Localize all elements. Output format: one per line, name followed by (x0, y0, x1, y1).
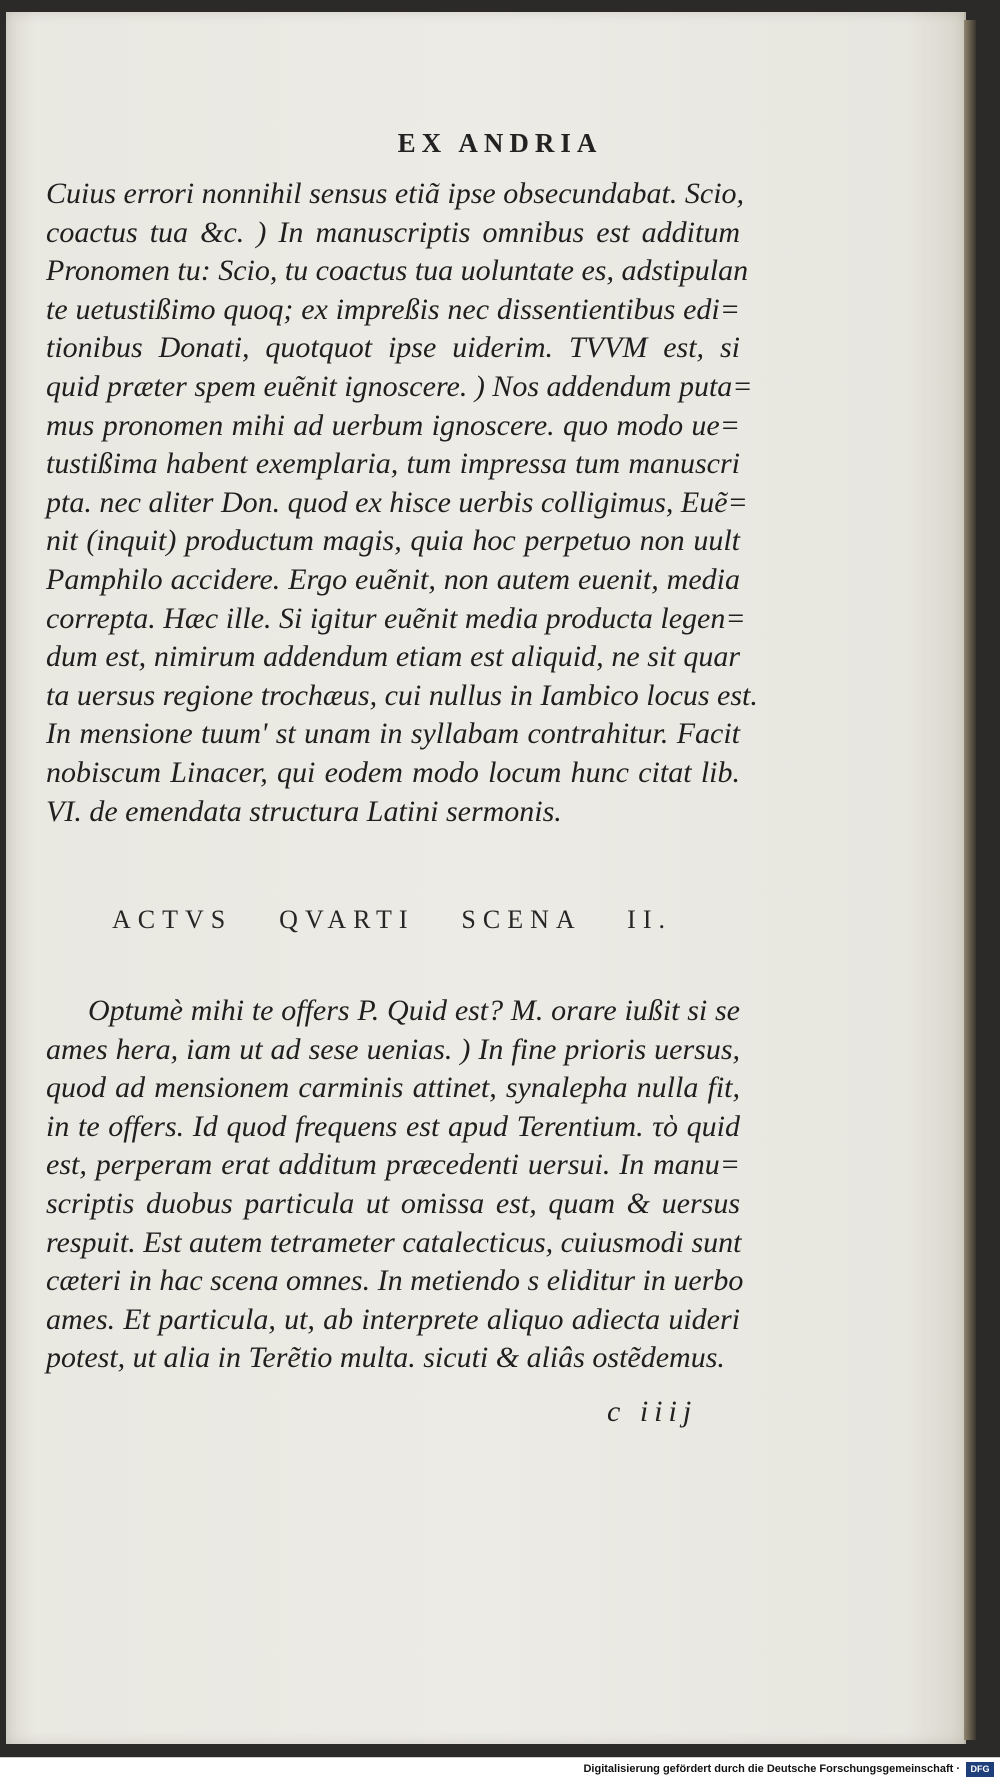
text-line: ames hera, iam ut ad sese uenias. ) In fine prioris uersus, (46, 1032, 740, 1066)
text-line: est, perperam erat additum præcedenti uersui. In manu= (46, 1148, 740, 1182)
text-line: In mensione tuum' st unam in syllabam contrahitur. Facit (46, 717, 740, 751)
text-line: nit (inquit) productum magis, quia hoc perpetuo non uult (46, 524, 740, 558)
text-line: quod ad mensionem carminis attinet, synalepha nulla fit, (46, 1071, 740, 1105)
scene-heading: ACTVS QVARTI SCENA II. (112, 905, 672, 934)
text-line: tionibus Donati, quotquot ipse uiderim. TVVM est, si (46, 331, 740, 365)
text-line: Optumè mihi te offers P. Quid est? M. orare iußit si se (88, 994, 740, 1027)
text-line: potest, ut alia in Terẽtio multa. sicuti & aliâs ostẽdemus. (46, 1341, 725, 1375)
footer-bar (0, 1757, 1000, 1784)
text-line: scriptis duobus particula ut omissa est, quam & uersus (46, 1187, 740, 1220)
text-line: mus pronomen mihi ad uerbum ignoscere. quo modo ue= (46, 408, 740, 442)
text-line: ta uersus regione trochæus, cui nullus in Iambico locus est. (46, 678, 758, 712)
text-line: dum est, nimirum addendum etiam est aliquid, ne sit quar (46, 640, 740, 674)
text-line: pta. nec aliter Don. quod ex hisce uerbis colligimus, Euẽ= (46, 485, 748, 519)
text-line: correpta. Hæc ille. Si igitur euẽnit media producta legen= (46, 601, 746, 635)
text-line: Pronomen tu: Scio, tu coactus tua uoluntate es, adstipulan (46, 254, 749, 288)
page-edge (964, 20, 976, 1740)
text-line: Cuius errori nonnihil sensus etiã ipse obsecundabat. Scio, (46, 177, 745, 210)
text-line: in te offers. Id quod frequens est apud Terentium. τὸ quid (46, 1109, 740, 1143)
signature-mark: c iiij (607, 1395, 698, 1428)
text-line: nobiscum Linacer, qui eodem modo locum hunc citat lib. (46, 756, 740, 789)
text-line: tustißima habent exemplaria, tum impressa tum manuscri (46, 447, 740, 481)
text-line: te uetustißimo quoq; ex impreßis nec dissentientibus edi= (46, 292, 740, 326)
dfg-logo: DFG (966, 1762, 994, 1777)
text-line: Pamphilo accidere. Ergo euẽnit, non autem euenit, media (46, 563, 740, 596)
running-head: EX ANDRIA (397, 128, 603, 158)
text-line: coactus tua &c. ) In manuscriptis omnibus est additum (46, 215, 740, 249)
text-line: quid præter spem euẽnit ignoscere. ) Nos addendum puta= (46, 370, 753, 403)
text-line: ames. Et particula, ut, ab interprete aliquo adiecta uideri (46, 1302, 740, 1336)
text-line: VI. de emendata structura Latini sermonis. (46, 794, 562, 828)
footer-credit: Digitalisierung gefördert durch die Deutsche Forschungsgemeinschaft · (583, 1763, 960, 1775)
text-line: respuit. Est autem tetrameter catalecticus, cuiusmodi sunt (46, 1225, 742, 1259)
text-line: cæteri in hac scena omnes. In metiendo s eliditur in uerbo (46, 1264, 744, 1298)
